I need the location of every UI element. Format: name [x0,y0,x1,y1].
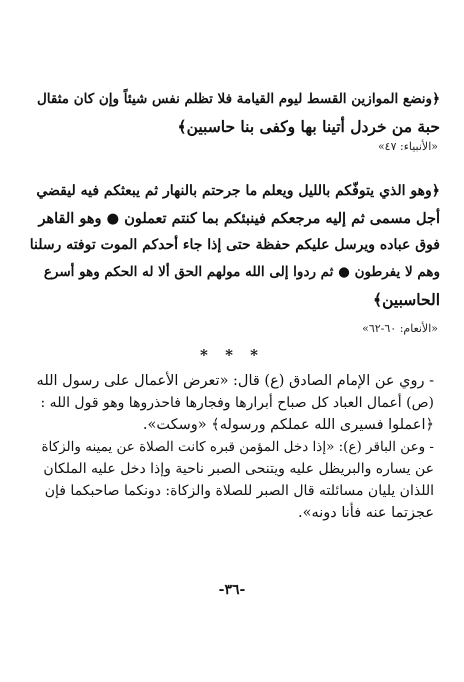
hadith-block [34,370,434,524]
quran-verse-anbiya [30,86,440,140]
hadith-line: عن يساره والبريظل عليه ويتنحى الصبر ناحية وإذا دخل عليه الملكان [43,461,434,477]
hadith-line: عجزتما عنه فأنا دونه». [297,505,434,521]
verse-line: وهم لا يفرطون ● ثم ردوا إلى الله مولهم الحق ألا له الحكم وهو أسرع [43,264,440,280]
verse-reference: «الأنعام: ٦٠-٦٢» [362,322,438,335]
verse-line: ﴿وهو الذي يتوفّكم بالليل ويعلم ما جرحتم بالنهار ثم يبعثكم فيه ليقضي [36,183,440,199]
quran-verse-anam [30,178,440,313]
verse-reference: «الأنبياء: ٤٧» [377,140,438,153]
verse-line: فوق عباده ويرسل عليكم حفظة حتى إذا جاء أحدكم الموت توفته رسلنا [29,237,440,253]
verse-line: أجل مسمى ثم إليه مرجعكم فينبئكم بما كنتم تعملون ● وهو القاهر [38,210,440,227]
hadith-line: - روي عن الإمام الصادق (ع) قال: «تعرض الأعمال على رسول الله [36,373,434,389]
verse-line: حبة من خردل أتينا بها وكفى بنا حاسبين﴾ [177,117,440,136]
verse-line: ﴿ونضع الموازين القسط ليوم القيامة فلا تظلم نفس شيئاً وإن كان مثقال [36,91,440,107]
hadith-line: - وعن الباقر (ع): «إذا دخل المؤمن قبره كانت الصلاة عن يمينه والزكاة [41,439,434,455]
hadith-line: (ص) أعمال العباد كل صباح أبرارها وفجارها فاحذروها وهو قول الله : [40,395,434,411]
page-number: -٣٦- [218,582,246,598]
hadith-line: اللذان يليان مسائلته قال الصبر للصلاة والزكاة: دونكما صاحبكما فإن [44,483,434,499]
verse-line: الحاسبين﴾ [373,290,440,309]
hadith-line: ﴿اعملوا فسيرى الله عملكم ورسوله﴾ «وسكت». [142,417,434,433]
section-separator: * * * [200,346,264,364]
